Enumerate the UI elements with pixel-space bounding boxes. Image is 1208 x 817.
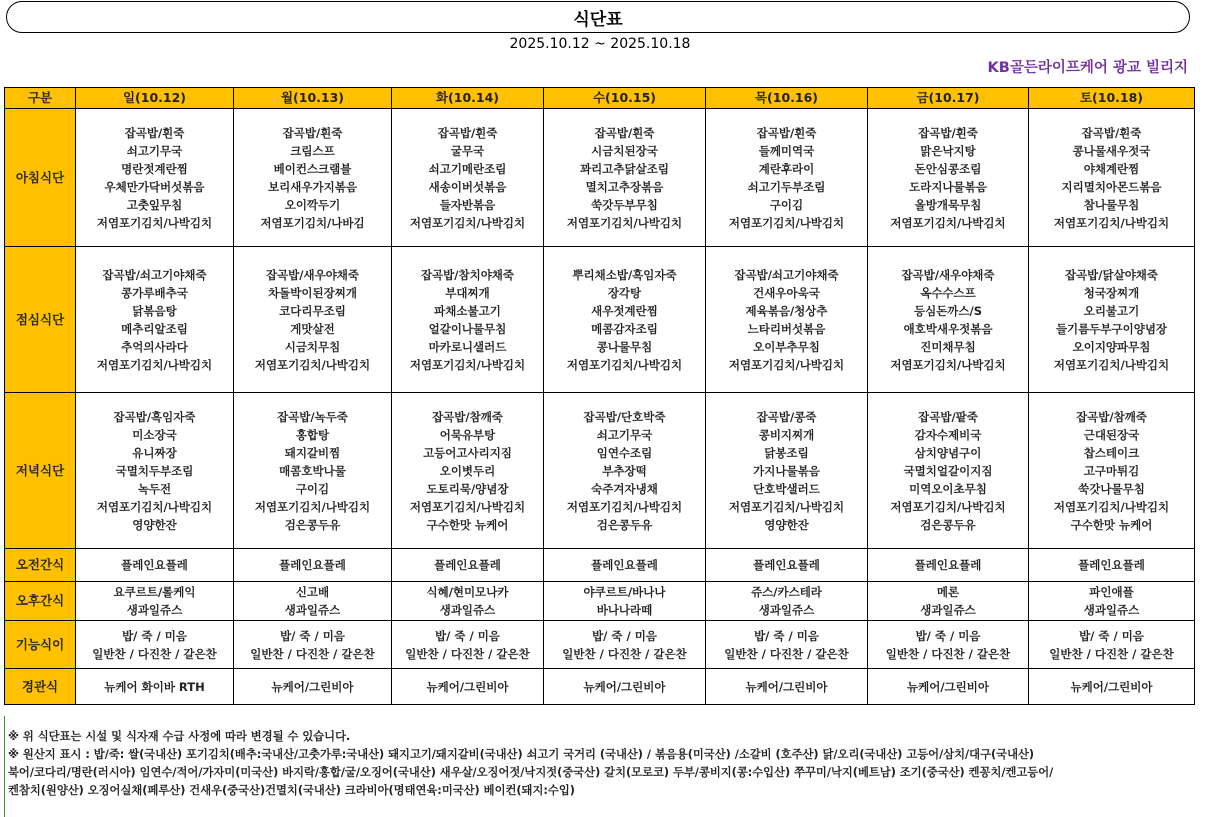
corner-header: 구분 [5, 88, 76, 109]
menu-item: 매콤호박나물 [279, 463, 346, 478]
menu-item: 저염포기김치/나박김치 [409, 499, 526, 514]
menu-item: 참나물무침 [1083, 197, 1140, 212]
note-line: 켄참치(원양산) 오징어실채(페루산) 건새우(중국산)건멸치(국내산) 크라비아(명태연육:미국산) 베이컨(돼지:수입) [8, 784, 575, 797]
menu-cell [76, 393, 234, 549]
menu-item: 게맛살전 [290, 321, 335, 336]
row-label: 오후간식 [5, 582, 76, 621]
row-label: 점심식단 [5, 247, 76, 393]
menu-item: 저염포기김치/나박김치 [728, 215, 845, 230]
menu-item: 고구마튀김 [1083, 463, 1140, 478]
menu-cell [392, 109, 544, 247]
menu-item: 야쿠르트/바나나 [583, 585, 666, 599]
menu-cell [868, 582, 1029, 621]
menu-item: 꽈리고추닭살조림 [580, 161, 669, 176]
menu-item: 쑥갓나물무침 [1078, 481, 1145, 496]
menu-item: 저염포기김치/나바김 [260, 215, 365, 230]
menu-item: 미역오이초무침 [909, 481, 987, 496]
menu-cell [392, 669, 544, 705]
menu-item: 플레인요플레 [1078, 558, 1145, 572]
menu-item: 바나나라떼 [596, 603, 653, 617]
menu-item: 생과일쥬스 [126, 603, 183, 617]
menu-cell [1029, 549, 1195, 582]
menu-item: 밥/ 죽 / 미음 [1079, 628, 1144, 643]
menu-item: 장각탕 [607, 285, 642, 300]
menu-item: 저염포기김치/나박김치 [890, 215, 1006, 230]
menu-item: 저염포기김치/나박김치 [728, 357, 845, 372]
menu-item: 파채소불고기 [434, 303, 501, 318]
menu-item: 쇠고기메란조림 [428, 161, 507, 176]
menu-item: 애호박새우젓볶음 [903, 321, 993, 336]
menu-cell [706, 109, 868, 247]
menu-item: 저염포기김치/나박김치 [566, 215, 683, 230]
menu-item: 가지나물볶음 [753, 463, 820, 478]
menu-item: 쇠고기두부조림 [747, 179, 826, 194]
menu-item: 국멸치두부조림 [115, 463, 194, 478]
am-snack-row [5, 549, 1195, 582]
menu-item: 일반찬 / 다진찬 / 갈은찬 [562, 646, 687, 661]
menu-item: 플레인요플레 [591, 558, 658, 572]
menu-cell [544, 109, 706, 247]
menu-item: 쥬스/카스테라 [751, 585, 822, 599]
menu-item: 잡곡밥/흰죽 [282, 125, 343, 140]
menu-item: 유니짜장 [132, 445, 177, 460]
day-header-thu: 목(10.16) [706, 88, 868, 109]
menu-item: 시금치무침 [284, 339, 341, 354]
day-header-sat: 토(10.18) [1029, 88, 1195, 109]
menu-cell [1029, 669, 1195, 705]
menu-cell [392, 549, 544, 582]
menu-item: 검은콩두유 [920, 517, 976, 532]
menu-item: 플레인요플레 [753, 558, 820, 572]
menu-cell [1029, 247, 1195, 393]
menu-item: 잡곡밥/흰죽 [1081, 125, 1142, 140]
menu-item: 생과일쥬스 [758, 603, 815, 617]
menu-cell [234, 621, 392, 669]
breakfast-row [5, 109, 1195, 247]
menu-item: 저염포기김치/나박김치 [254, 357, 371, 372]
menu-item: 잡곡밥/새우야채죽 [901, 267, 995, 282]
row-label: 경관식 [5, 669, 76, 705]
menu-item: 도토리묵/양념장 [426, 481, 509, 496]
menu-cell [544, 247, 706, 393]
menu-item: 영양한잔 [132, 517, 177, 532]
menu-item: 쑥갓두부무침 [591, 197, 658, 212]
menu-item: 오이부추무침 [753, 339, 820, 354]
menu-item: 쇠고기무국 [126, 143, 183, 158]
menu-item: 오이깍두기 [284, 197, 341, 212]
menu-item: 명란젓계란찜 [121, 161, 188, 176]
menu-cell [868, 549, 1029, 582]
menu-cell [392, 247, 544, 393]
menu-item: 뉴케어/그린비아 [426, 679, 509, 694]
menu-item: 추억의사라다 [121, 339, 188, 354]
menu-item: 일반찬 / 다진찬 / 갈은찬 [250, 646, 375, 661]
menu-item: 계란후라이 [758, 161, 815, 176]
menu-cell [706, 621, 868, 669]
menu-cell [544, 621, 706, 669]
menu-period: 2025.10.12 ~ 2025.10.18 [509, 36, 691, 52]
menu-item: 밥/ 죽 / 미음 [435, 628, 500, 643]
menu-item: 밥/ 죽 / 미음 [280, 628, 345, 643]
menu-item: 지리멸치아몬드볶음 [1061, 179, 1162, 194]
menu-item: 찹스테이크 [1083, 445, 1140, 460]
menu-item: 잡곡밥/참깨죽 [432, 409, 503, 424]
note-line: ※ 원산지 표시 : 밥/죽: 쌀(국내산) 포기김치(배추:국내산/고춧가루:국내산) 돼지고기/돼지갈비(국내산) 쇠고기 국거리 (국내산) / 볶음용(미국산) /소갈비 (호주산) 닭/오리(국내산) 고등어/삼치/대구(국내산) [8, 748, 1035, 761]
menu-item: 식혜/현미모나카 [426, 585, 509, 599]
menu-item: 저염포기김치/나박김치 [409, 215, 526, 230]
menu-item: 뉴케어/그린비아 [583, 679, 666, 694]
menu-item: 돈안심콩조림 [914, 161, 982, 176]
day-header-tue: 화(10.14) [392, 88, 544, 109]
menu-cell [76, 582, 234, 621]
menu-item: 잡곡밥/쇠고기야채죽 [734, 267, 839, 282]
menu-item: 멸치고추장볶음 [585, 179, 664, 194]
row-label: 기능식이 [5, 621, 76, 669]
menu-item: 일반찬 / 다진찬 / 갈은찬 [885, 646, 1011, 661]
menu-item: 일반찬 / 다진찬 / 갈은찬 [92, 646, 217, 661]
menu-item: 저염포기김치/나박김치 [890, 357, 1006, 372]
menu-cell [868, 621, 1029, 669]
menu-cell [706, 393, 868, 549]
menu-item: 구수한맛 뉴케어 [426, 517, 509, 532]
menu-item: 들께미역국 [758, 143, 815, 158]
menu-item: 오이지양파무침 [1072, 339, 1151, 354]
menu-item: 들자반볶음 [439, 197, 496, 212]
menu-item: 들기름두부구이양념장 [1055, 321, 1168, 336]
menu-item: 콩나물무침 [596, 339, 653, 354]
menu-item: 저염포기김치/나박김치 [1053, 499, 1170, 514]
day-header-wed: 수(10.15) [544, 88, 706, 109]
menu-cell [234, 109, 392, 247]
menu-item: 저염포기김치/나박김치 [1053, 357, 1170, 372]
menu-cell [706, 247, 868, 393]
menu-item: 생과일쥬스 [920, 603, 976, 617]
menu-item: 국멸치얼갈이지짐 [903, 463, 993, 478]
menu-item: 마카로니샐러드 [428, 339, 507, 354]
menu-item: 플레인요플레 [434, 558, 501, 572]
pm-snack-row [5, 582, 1195, 621]
menu-item: 밥/ 죽 / 미음 [915, 628, 981, 643]
menu-cell [76, 621, 234, 669]
menu-cell [544, 669, 706, 705]
menu-item: 콩나물새우젓국 [1072, 143, 1151, 158]
menu-item: 뉴케어/그린비아 [745, 679, 828, 694]
menu-item: 차돌박이된장찌개 [268, 285, 357, 300]
menu-item: 도라지나물볶음 [909, 179, 987, 194]
menu-cell [1029, 109, 1195, 247]
menu-item: 영양한잔 [764, 517, 809, 532]
menu-item: 플레인요플레 [914, 558, 982, 572]
menu-item: 구수한맛 뉴케어 [1070, 517, 1153, 532]
menu-cell [868, 109, 1029, 247]
menu-cell [544, 582, 706, 621]
menu-item: 청국장찌개 [1083, 285, 1140, 300]
menu-item: 고등어고사리지짐 [423, 445, 512, 460]
menu-cell [76, 247, 234, 393]
menu-cell [706, 669, 868, 705]
menu-item: 근대된장국 [1083, 427, 1140, 442]
menu-item: 저염포기김치/나박김치 [728, 499, 845, 514]
menu-item: 메콤감자조림 [591, 321, 658, 336]
day-header-fri: 금(10.17) [868, 88, 1029, 109]
menu-item: 닭볶음탕 [132, 303, 177, 318]
menu-item: 생과일쥬스 [1083, 603, 1140, 617]
menu-item: 닭봉조림 [764, 445, 809, 460]
menu-item: 요쿠르트/롤케익 [113, 585, 196, 599]
menu-item: 우체만가닥버섯볶음 [104, 179, 205, 194]
row-label: 저녁식단 [5, 393, 76, 549]
menu-item: 메론 [936, 585, 960, 599]
menu-item: 잡곡밥/참깨죽 [1076, 409, 1147, 424]
menu-item: 임연수조림 [596, 445, 653, 460]
menu-item: 뉴케어/그린비아 [271, 679, 354, 694]
menu-title: 식단표 [6, 1, 1190, 33]
menu-item: 삼치양념구이 [914, 445, 982, 460]
menu-item: 잡곡밥/흰죽 [918, 125, 978, 140]
menu-item: 검은콩두유 [284, 517, 341, 532]
menu-cell [234, 247, 392, 393]
menu-item: 저염포기김치/나박김치 [96, 357, 213, 372]
menu-cell [392, 582, 544, 621]
menu-item: 느타리버섯볶음 [747, 321, 826, 336]
menu-item: 메추리알조림 [121, 321, 188, 336]
menu-item: 올방개묵무침 [914, 197, 982, 212]
menu-item: 뿌리채소밥/흑임자죽 [572, 267, 677, 282]
menu-item: 잡곡밥/단호박죽 [583, 409, 666, 424]
menu-item: 감자수제비국 [914, 427, 982, 442]
menu-item: 플레인요플레 [279, 558, 346, 572]
menu-item: 구이김 [295, 481, 330, 496]
menu-table [4, 87, 1195, 705]
day-header-mon: 월(10.13) [234, 88, 392, 109]
menu-cell [544, 393, 706, 549]
menu-item: 생과일쥬스 [284, 603, 341, 617]
menu-item: 잡곡밥/참치야채죽 [420, 267, 515, 282]
menu-item: 잡곡밥/흰죽 [756, 125, 817, 140]
menu-item: 저염포기김치/나박김치 [254, 499, 371, 514]
menu-item: 녹두전 [137, 481, 172, 496]
menu-cell [1029, 582, 1195, 621]
menu-item: 검은콩두유 [596, 517, 653, 532]
facility-name: KB골든라이프케어 광교 빌리지 [987, 60, 1188, 76]
menu-item: 저염포기김치/나박김치 [409, 357, 526, 372]
menu-item: 밥/ 죽 / 미음 [754, 628, 819, 643]
menu-item: 시금치된장국 [591, 143, 658, 158]
menu-item: 콩비지찌개 [758, 427, 815, 442]
menu-cell [868, 393, 1029, 549]
menu-item: 단호박샐러드 [753, 481, 820, 496]
menu-item: 콩가루배추국 [121, 285, 188, 300]
menu-item: 밥/ 죽 / 미음 [122, 628, 187, 643]
menu-cell [544, 549, 706, 582]
menu-item: 생과일쥬스 [439, 603, 496, 617]
menu-item: 뉴케어 화이바 RTH [104, 679, 205, 694]
menu-item: 플레인요플레 [121, 558, 188, 572]
menu-item: 일반찬 / 다진찬 / 갈은찬 [1049, 646, 1174, 661]
note-line: ※ 위 식단표는 시설 및 식자재 수급 사정에 따라 변경될 수 있습니다. [8, 730, 351, 743]
menu-item: 저염포기김치/나박김치 [1053, 215, 1170, 230]
menu-item: 밥/ 죽 / 미음 [592, 628, 657, 643]
menu-item: 건새우아욱국 [753, 285, 820, 300]
menu-item: 일반찬 / 다진찬 / 갈은찬 [724, 646, 849, 661]
menu-item: 고춧잎무침 [126, 197, 183, 212]
menu-item: 저염포기김치/나박김치 [890, 499, 1006, 514]
menu-item: 잡곡밥/쇠고기야채죽 [102, 267, 207, 282]
menu-item: 얼갈이나물무침 [428, 321, 507, 336]
menu-item: 미소장국 [132, 427, 177, 442]
menu-cell [1029, 621, 1195, 669]
menu-item: 뉴케어/그린비아 [907, 679, 989, 694]
menu-item: 잡곡밥/흑임자죽 [113, 409, 196, 424]
menu-cell [1029, 393, 1195, 549]
menu-item: 잡곡밥/닭살야채죽 [1064, 267, 1159, 282]
dinner-row [5, 393, 1195, 549]
menu-cell [76, 549, 234, 582]
tube-feeding-row [5, 669, 1195, 705]
menu-item: 제육볶음/청상추 [745, 303, 828, 318]
menu-cell [76, 109, 234, 247]
day-header-sun: 일(10.12) [76, 88, 234, 109]
menu-cell [392, 621, 544, 669]
menu-item: 맑은낙지탕 [920, 143, 976, 158]
menu-item: 잡곡밥/팥죽 [918, 409, 978, 424]
menu-cell [868, 669, 1029, 705]
row-label: 아침식단 [5, 109, 76, 247]
menu-item: 홍합탕 [295, 427, 330, 442]
menu-item: 잡곡밥/흰죽 [594, 125, 655, 140]
menu-cell [392, 393, 544, 549]
menu-item: 크림스프 [290, 143, 335, 158]
menu-item: 베이컨스크램블 [273, 161, 352, 176]
menu-item: 구이김 [769, 197, 804, 212]
menu-item: 저염포기김치/나박김치 [566, 499, 683, 514]
menu-cell [868, 247, 1029, 393]
menu-item: 저염포기김치/나박김치 [566, 357, 683, 372]
row-label: 오전간식 [5, 549, 76, 582]
menu-item: 야채계란찜 [1083, 161, 1140, 176]
menu-item: 뉴케어/그린비아 [1070, 679, 1153, 694]
header-row [5, 88, 1195, 109]
menu-item: 오리불고기 [1083, 303, 1140, 318]
menu-item: 돼지갈비찜 [284, 445, 341, 460]
menu-item: 코다리무조림 [279, 303, 346, 318]
menu-item: 부추장떡 [602, 463, 647, 478]
menu-item: 새우젓계란찜 [591, 303, 658, 318]
menu-item: 일반찬 / 다진찬 / 갈은찬 [405, 646, 530, 661]
menu-item: 파인애플 [1089, 585, 1134, 599]
menu-item: 부대찌개 [445, 285, 490, 300]
menu-item: 저염포기김치/나박김치 [96, 215, 213, 230]
menu-item: 잡곡밥/새우야채죽 [265, 267, 360, 282]
lunch-row [5, 247, 1195, 393]
menu-item: 어묵유부탕 [439, 427, 496, 442]
menu-item: 새송이버섯볶음 [428, 179, 507, 194]
menu-cell [76, 669, 234, 705]
menu-item: 진미채무침 [920, 339, 976, 354]
menu-item: 잡곡밥/콩죽 [756, 409, 817, 424]
menu-item: 신고배 [295, 585, 330, 599]
menu-cell [706, 549, 868, 582]
menu-item: 보리새우가지볶음 [268, 179, 357, 194]
menu-cell [234, 669, 392, 705]
menu-item: 옥수수스프 [920, 285, 976, 300]
functional-diet-row [5, 621, 1195, 669]
menu-item: 잡곡밥/흰죽 [124, 125, 185, 140]
menu-item: 굴무국 [450, 143, 485, 158]
menu-item: 등심돈까스/S [913, 303, 983, 318]
menu-item: 오이볏두리 [439, 463, 496, 478]
menu-item: 잡곡밥/흰죽 [437, 125, 498, 140]
menu-item: 잡곡밥/녹두죽 [277, 409, 348, 424]
notes-section [4, 716, 1194, 817]
menu-item: 저염포기김치/나박김치 [96, 499, 213, 514]
note-line: 북어/코다리/명란(러시아) 임연수/적어/가자미(미국산) 바지락/홍합/굴/오징어(국내산) 새우살/오징어젓/낙지젓(중국산) 갈치(모로코) 두부/콩비지(콩:수입산) 쭈꾸미/낙지(베트남) 조기(중국산) 켄꽁치/켄고등어/ [8, 766, 1054, 779]
menu-cell [706, 582, 868, 621]
menu-cell [234, 393, 392, 549]
menu-item: 쇠고기무국 [596, 427, 653, 442]
menu-cell [234, 582, 392, 621]
menu-cell [234, 549, 392, 582]
menu-item: 숙주겨자냉채 [591, 481, 658, 496]
